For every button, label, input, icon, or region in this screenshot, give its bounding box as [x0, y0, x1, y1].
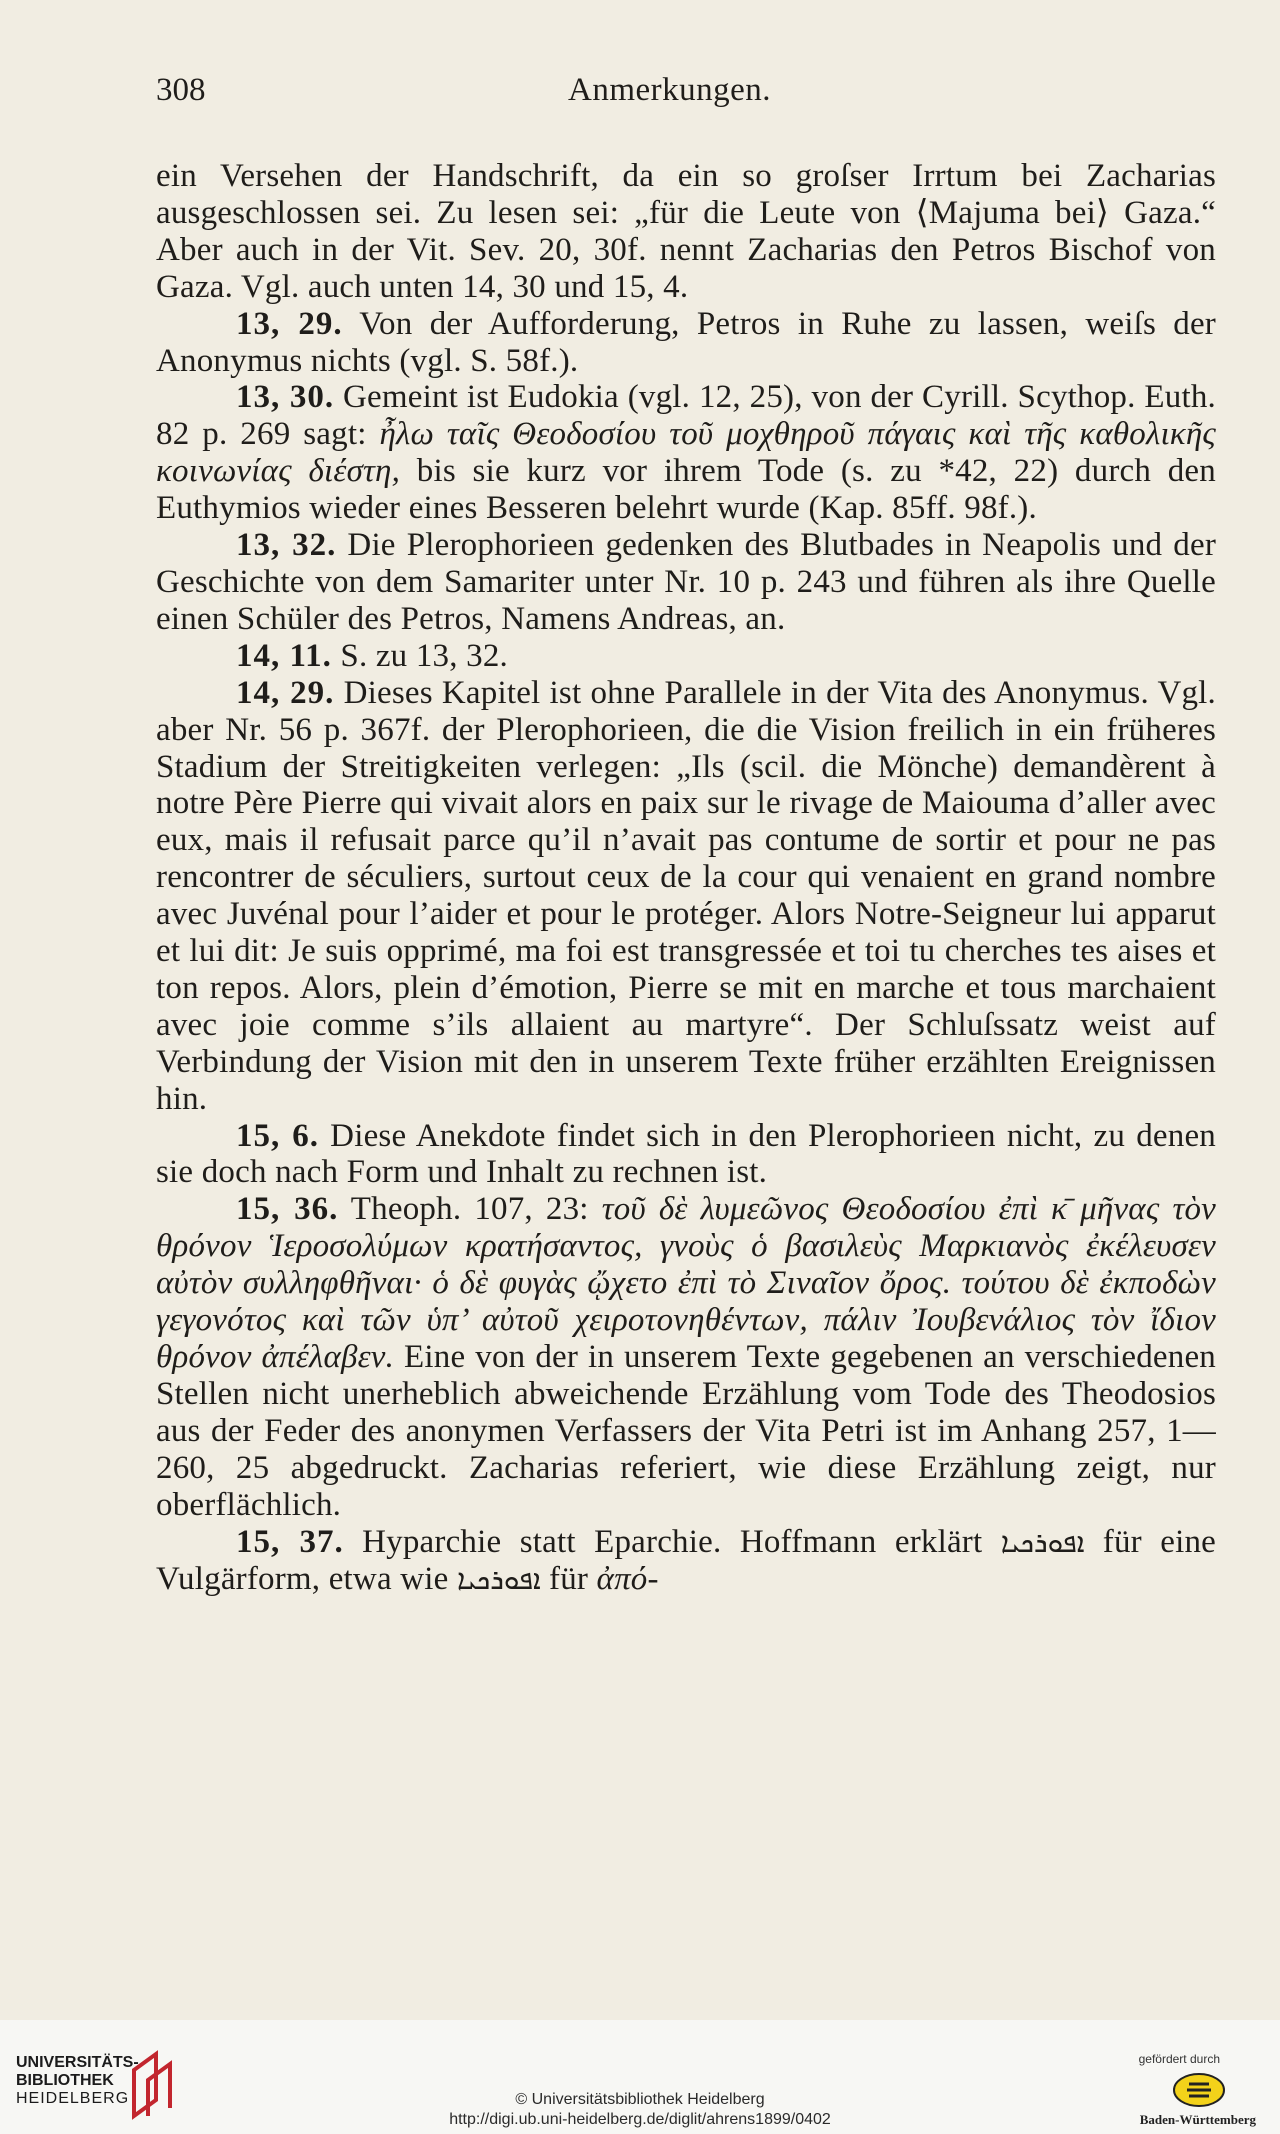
state-emblem-icon	[1172, 2072, 1226, 2108]
running-title: Anmerkungen.	[568, 72, 772, 108]
note-13-29	[156, 306, 1216, 380]
note-13-30	[156, 379, 1216, 527]
note-text: Eine von der in unserem Texte gegebenen an verschiedenen Stellen nicht unerheblich abweichende Erzählung vom Tode des Theodosios aus der Feder des anonymen Verfassers der Vita Petri ist im Anhang 257, 1—260, 25 abgedruckt. Zacharias referiert, wie diese Erzählung zeigt, nur oberflächlich.	[156, 1339, 1216, 1523]
note-ref: 13, 30.	[236, 379, 335, 416]
note-text: Die Plerophorieen gedenken des Blutbades in Neapolis und der Geschichte von dem Samariter unter Nr. 10 p. 243 und führen als ihre Quelle einen Schüler des Petros, Namens Andreas, an.	[156, 527, 1217, 637]
digitization-footer	[0, 2020, 1280, 2134]
page-header	[156, 72, 1216, 122]
greek-quote: ἦλω ταῖς Θεοδοσίου τοῦ μοχθηροῦ πάγαις καὶ τῆς καθολικῆς κοινωνίας διέστη,	[156, 416, 1217, 490]
note-ref: 14, 11.	[236, 637, 332, 674]
note-text: Von der Aufforderung, Petros in Ruhe zu lassen, weiſs der Anonymus nichts (vgl. S. 58f.).	[156, 305, 1216, 379]
note-text: Theoph. 107, 23:	[338, 1191, 602, 1228]
greek-quote: τοῦ δὲ λυμεῶνος Θεοδοσίου ἐπὶ κ̄ μῆνας τὸν θρόνον Ἱεροσολύμων κρατήσαντος, γνοὺς ὁ βασιλεὺς Μαρκιανὸς ἐκέλευσεν αὐτὸν συλληφθῆναι· ὁ δὲ φυγὰς ᾤχετο ἐπὶ τὸ Σιναῖον ὄρος. τούτου δὲ ἐκποδὼν γεγονότος καὶ τῶν ὑπ’ αὐτοῦ χειροτονηθέντων, πάλιν Ἰουβενάλιος τὸν ἴδιον θρόνον ἀπέλαβεν.	[156, 1191, 1217, 1375]
note-ref: 14, 29.	[236, 674, 335, 711]
note-15-6	[156, 1118, 1216, 1192]
syriac-word: ܐܦܘܪܟܝܐ	[1000, 1525, 1085, 1559]
copyright-block	[0, 2090, 1280, 2130]
note-text: Hyparchie statt Eparchie. Hoffmann erklärt	[343, 1523, 1001, 1560]
note-14-11	[156, 638, 1216, 675]
body-text	[156, 158, 1216, 1599]
page-number: 308	[156, 72, 206, 108]
greek-word: ἀπό-	[596, 1561, 659, 1598]
note-ref: 15, 36.	[236, 1191, 339, 1228]
note-text: Dieses Kapitel ist ohne Parallele in der Vita des Anonymus. Vgl. aber Nr. 56 p. 367f. der Plerophorieen, die die Vision freilich in ein früheres Stadium der Streitigkeiten verlegen: „Ils (scil. die Mönche) demandèrent à notre Père Pierre qui vivait alors en paix sur le rivage de Maiouma d’aller avec eux, mais il refusait parce qu’il n’avait pas contume de sortir et pour ne pas rencontrer de séculiers, surtout ceux de la cour qui venaient en grand nombre avec Juvénal pour l’aider et pour le protéger. Alors Notre-Seigneur lui apparut et lui dit: Je suis opprimé, ma foi est transgressée et toi tu cherches tes aises et ton repos. Alors, plein d’émotion, Pierre se mit en marche et tous marchaient avec joie comme s’ils allaient au martyre“. Der Schluſssatz weist auf Verbindung der Vision mit den in unserem Texte früher erzählten Ereignissen hin.	[156, 674, 1217, 1117]
note-15-37	[156, 1524, 1216, 1600]
note-ref: 13, 32.	[236, 527, 337, 564]
note-text: für	[540, 1561, 597, 1598]
note-text: S. zu 13, 32.	[331, 637, 508, 674]
copyright-text: © Universitätsbibliothek Heidelberg	[515, 2091, 765, 2108]
note-ref: 15, 37.	[236, 1523, 344, 1560]
note-13-32	[156, 527, 1216, 638]
library-name-line: BIBLIOTHEK	[16, 2072, 114, 2089]
permalink-url[interactable]: http://digi.ub.uni-heidelberg.de/diglit/ahrens1899/0402	[449, 2111, 831, 2128]
library-name-line: HEIDELBERG	[16, 2090, 130, 2107]
note-ref: 13, 29.	[236, 305, 343, 342]
note-14-29	[156, 675, 1216, 1118]
note-text: Diese Anekdote findet sich in den Plerophorieen nicht, zu denen sie doch nach Form und Inhalt zu rechnen ist.	[156, 1117, 1217, 1191]
syriac-word: ܐܦܘܪܟܝܐ	[456, 1563, 541, 1597]
library-name-line: UNIVERSITÄTS-	[16, 2054, 139, 2071]
paragraph-continued: ein Versehen der Handschrift, da ein so groſser Irrtum bei Zacharias ausgeschlossen sei. Zu lesen sei: „für die Leute von ⟨Majuma bei⟩ Gaza.“ Aber auch in der Vit. Sev. 20, 30f. nennt Zacharias den Petros Bischof von Gaza. Vgl. auch unten 14, 30 und 15, 4.	[156, 158, 1216, 305]
sponsor-name: Baden-Württemberg	[1139, 2112, 1256, 2127]
funded-by-label: gefördert durch	[1138, 2052, 1220, 2066]
note-ref: 15, 6.	[236, 1117, 319, 1154]
note-text: Gemeint ist Eudokia (vgl. 12, 25), von der Cyrill. Scythop. Euth. 82 p. 269 sagt:	[156, 379, 1216, 453]
note-15-36	[156, 1191, 1216, 1523]
note-text: für eine Vulgärform, etwa wie	[156, 1523, 1216, 1598]
note-text: bis sie kurz vor ihrem Tode (s. zu *42, 22) durch den Euthymios wieder eines Besseren belehrt wurde (Kap. 85ff. 98f.).	[156, 453, 1216, 527]
